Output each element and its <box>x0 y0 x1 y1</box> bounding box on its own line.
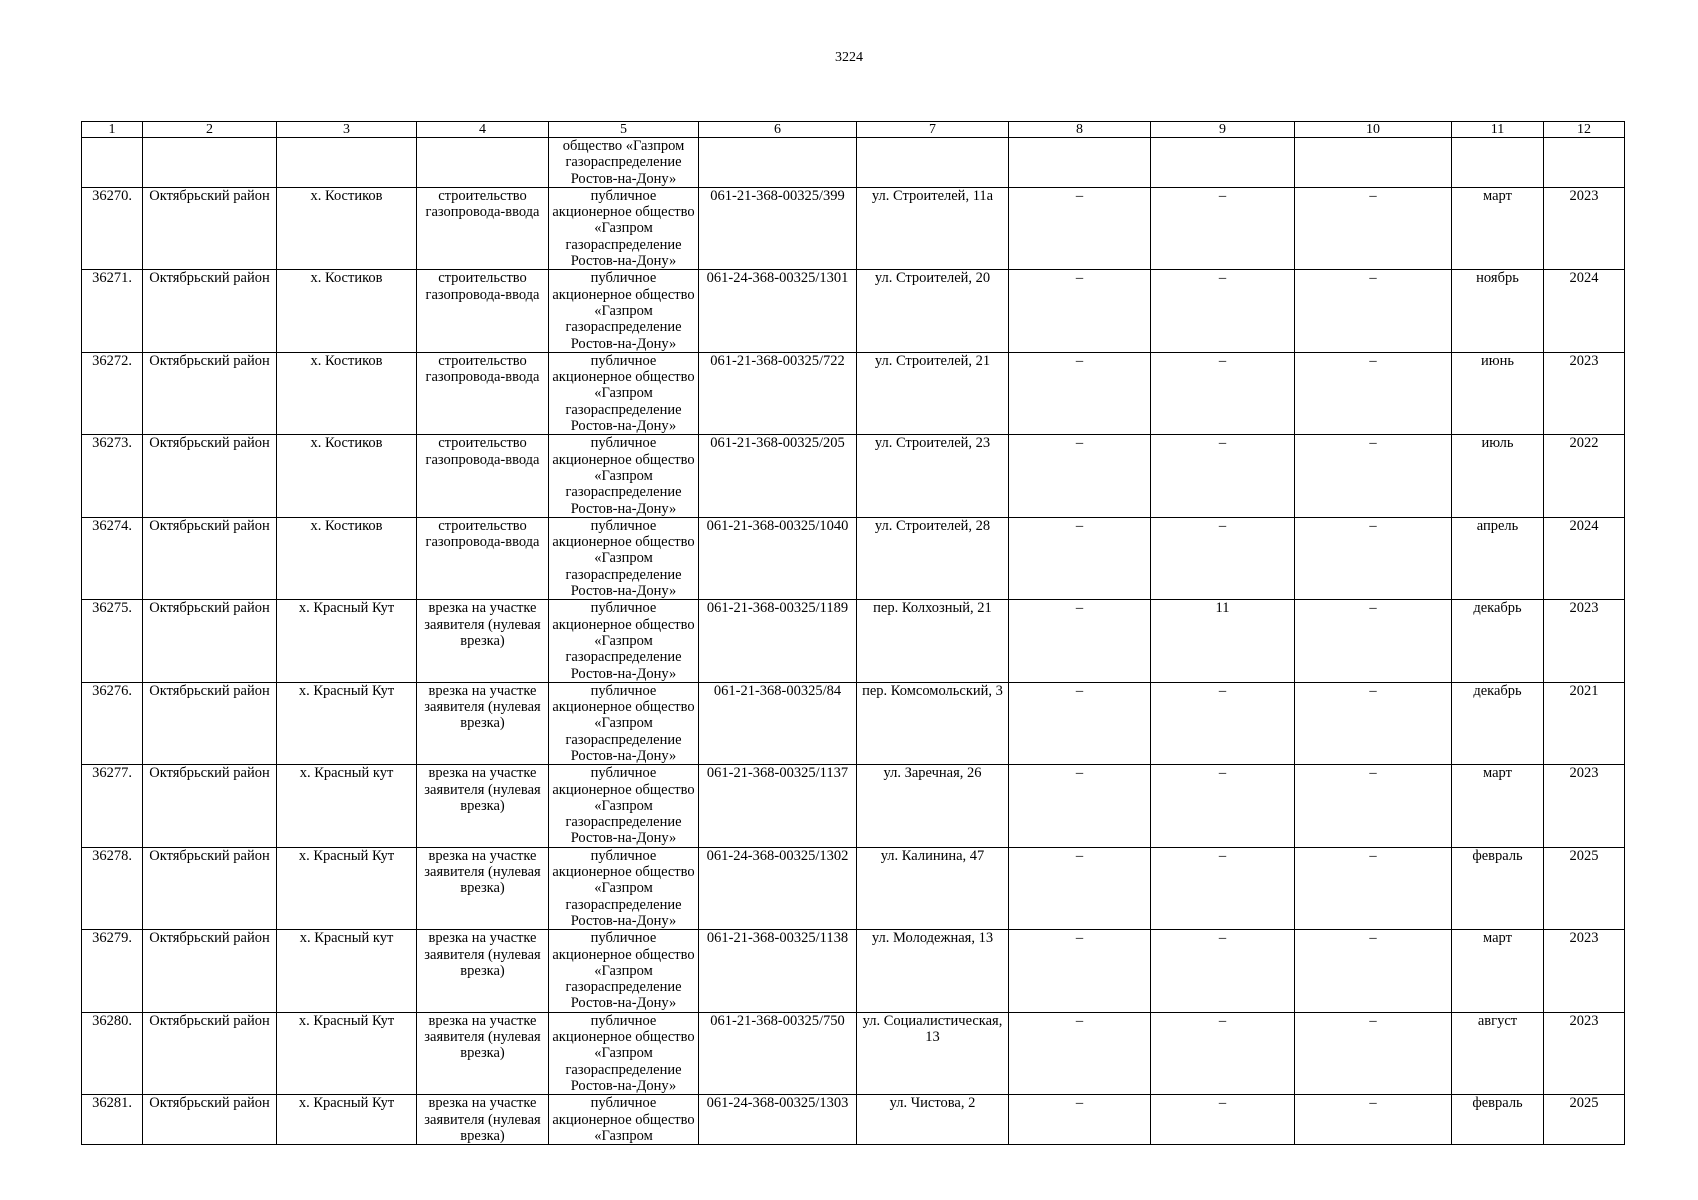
code-cell: 061-21-368-00325/1189 <box>699 600 857 682</box>
settlement-cell: х. Костиков <box>277 352 417 434</box>
column-9-cell: – <box>1151 435 1295 517</box>
year-cell: 2023 <box>1544 352 1625 434</box>
district-cell: Октябрьский район <box>143 1095 277 1145</box>
row-number: 36280. <box>82 1012 143 1094</box>
table-cell <box>82 138 143 188</box>
organization-cell: публичное акционерное общество «Газпром газораспределение Ростов-на-Дону» <box>549 270 699 352</box>
address-cell: ул. Чистова, 2 <box>857 1095 1009 1145</box>
organization-cell: публичное акционерное общество «Газпром газораспределение Ростов-на-Дону» <box>549 435 699 517</box>
month-cell: февраль <box>1452 1095 1544 1145</box>
column-10-cell: – <box>1295 682 1452 764</box>
column-number-header: 8 <box>1009 122 1151 138</box>
month-cell: декабрь <box>1452 600 1544 682</box>
settlement-cell: х. Красный Кут <box>277 1095 417 1145</box>
district-cell: Октябрьский район <box>143 682 277 764</box>
month-cell: февраль <box>1452 847 1544 929</box>
address-cell: ул. Заречная, 26 <box>857 765 1009 847</box>
column-10-cell: – <box>1295 435 1452 517</box>
continuation-row <box>82 138 1625 188</box>
code-cell: 061-21-368-00325/1138 <box>699 930 857 1012</box>
column-10-cell: – <box>1295 847 1452 929</box>
column-number-header: 5 <box>549 122 699 138</box>
work-type-cell: врезка на участке заявителя (нулевая врезка) <box>417 847 549 929</box>
column-number-header: 7 <box>857 122 1009 138</box>
table-cell <box>1452 138 1544 188</box>
table-cell <box>857 138 1009 188</box>
table-cell <box>1544 138 1625 188</box>
year-cell: 2023 <box>1544 1012 1625 1094</box>
settlement-cell: х. Костиков <box>277 270 417 352</box>
year-cell: 2023 <box>1544 600 1625 682</box>
table-cell <box>699 138 857 188</box>
table-row <box>82 1095 1625 1145</box>
code-cell: 061-21-368-00325/750 <box>699 1012 857 1094</box>
code-cell: 061-21-368-00325/1137 <box>699 765 857 847</box>
column-10-cell: – <box>1295 765 1452 847</box>
column-10-cell: – <box>1295 930 1452 1012</box>
column-8-cell: – <box>1009 517 1151 599</box>
year-cell: 2024 <box>1544 517 1625 599</box>
address-cell: ул. Строителей, 21 <box>857 352 1009 434</box>
table-row <box>82 270 1625 352</box>
district-cell: Октябрьский район <box>143 187 277 269</box>
column-8-cell: – <box>1009 847 1151 929</box>
district-cell: Октябрьский район <box>143 517 277 599</box>
code-cell: 061-21-368-00325/205 <box>699 435 857 517</box>
column-9-cell: – <box>1151 765 1295 847</box>
month-cell: март <box>1452 187 1544 269</box>
address-cell: ул. Молодежная, 13 <box>857 930 1009 1012</box>
column-8-cell: – <box>1009 682 1151 764</box>
organization-cell: публичное акционерное общество «Газпром газораспределение Ростов-на-Дону» <box>549 187 699 269</box>
address-cell: ул. Строителей, 23 <box>857 435 1009 517</box>
district-cell: Октябрьский район <box>143 1012 277 1094</box>
column-9-cell: – <box>1151 682 1295 764</box>
row-number: 36274. <box>82 517 143 599</box>
table-row <box>82 435 1625 517</box>
work-type-cell: врезка на участке заявителя (нулевая врезка) <box>417 1095 549 1145</box>
code-cell: 061-24-368-00325/1303 <box>699 1095 857 1145</box>
month-cell: ноябрь <box>1452 270 1544 352</box>
column-number-header: 4 <box>417 122 549 138</box>
row-number: 36273. <box>82 435 143 517</box>
work-type-cell: строительство газопровода-ввода <box>417 435 549 517</box>
year-cell: 2023 <box>1544 930 1625 1012</box>
code-cell: 061-24-368-00325/1302 <box>699 847 857 929</box>
address-cell: ул. Калинина, 47 <box>857 847 1009 929</box>
table-row <box>82 187 1625 269</box>
table-cell <box>1295 138 1452 188</box>
month-cell: июнь <box>1452 352 1544 434</box>
table-cell <box>277 138 417 188</box>
column-number-header: 12 <box>1544 122 1625 138</box>
address-cell: ул. Строителей, 11а <box>857 187 1009 269</box>
year-cell: 2021 <box>1544 682 1625 764</box>
month-cell: март <box>1452 765 1544 847</box>
organization-cell: публичное акционерное общество «Газпром газораспределение Ростов-на-Дону» <box>549 352 699 434</box>
column-number-header: 3 <box>277 122 417 138</box>
month-cell: март <box>1452 930 1544 1012</box>
column-number-header: 1 <box>82 122 143 138</box>
column-8-cell: – <box>1009 1095 1151 1145</box>
row-number: 36279. <box>82 930 143 1012</box>
settlement-cell: х. Красный кут <box>277 765 417 847</box>
work-type-cell: строительство газопровода-ввода <box>417 187 549 269</box>
year-cell: 2024 <box>1544 270 1625 352</box>
column-8-cell: – <box>1009 352 1151 434</box>
table-row <box>82 352 1625 434</box>
district-cell: Октябрьский район <box>143 847 277 929</box>
table-row <box>82 517 1625 599</box>
row-number: 36275. <box>82 600 143 682</box>
address-cell: ул. Социалистическая, 13 <box>857 1012 1009 1094</box>
column-9-cell: – <box>1151 847 1295 929</box>
organization-cell: публичное акционерное общество «Газпром газораспределение Ростов-на-Дону» <box>549 847 699 929</box>
column-number-header: 10 <box>1295 122 1452 138</box>
column-9-cell: – <box>1151 352 1295 434</box>
year-cell: 2022 <box>1544 435 1625 517</box>
year-cell: 2025 <box>1544 847 1625 929</box>
organization-cell: публичное акционерное общество «Газпром газораспределение Ростов-на-Дону» <box>549 1012 699 1094</box>
column-9-cell: – <box>1151 187 1295 269</box>
table-row <box>82 930 1625 1012</box>
work-type-cell: строительство газопровода-ввода <box>417 270 549 352</box>
column-8-cell: – <box>1009 1012 1151 1094</box>
page-number: 3224 <box>835 50 863 65</box>
row-number: 36276. <box>82 682 143 764</box>
row-number: 36272. <box>82 352 143 434</box>
column-number-header: 9 <box>1151 122 1295 138</box>
organization-cell: публичное акционерное общество «Газпром <box>549 1095 699 1145</box>
table-cell <box>417 138 549 188</box>
code-cell: 061-21-368-00325/722 <box>699 352 857 434</box>
settlement-cell: х. Красный Кут <box>277 682 417 764</box>
settlement-cell: х. Костиков <box>277 517 417 599</box>
district-cell: Октябрьский район <box>143 600 277 682</box>
work-type-cell: врезка на участке заявителя (нулевая врезка) <box>417 682 549 764</box>
organization-cell: публичное акционерное общество «Газпром газораспределение Ростов-на-Дону» <box>549 930 699 1012</box>
register-table <box>81 121 1625 1145</box>
settlement-cell: х. Костиков <box>277 435 417 517</box>
column-10-cell: – <box>1295 517 1452 599</box>
table-row <box>82 600 1625 682</box>
district-cell: Октябрьский район <box>143 352 277 434</box>
code-cell: 061-21-368-00325/84 <box>699 682 857 764</box>
address-cell: ул. Строителей, 20 <box>857 270 1009 352</box>
column-10-cell: – <box>1295 1012 1452 1094</box>
column-9-cell: – <box>1151 1095 1295 1145</box>
column-10-cell: – <box>1295 187 1452 269</box>
column-8-cell: – <box>1009 765 1151 847</box>
month-cell: декабрь <box>1452 682 1544 764</box>
address-cell: ул. Строителей, 28 <box>857 517 1009 599</box>
column-8-cell: – <box>1009 435 1151 517</box>
month-cell: июль <box>1452 435 1544 517</box>
organization-cell: публичное акционерное общество «Газпром газораспределение Ростов-на-Дону» <box>549 682 699 764</box>
column-8-cell: – <box>1009 600 1151 682</box>
district-cell: Октябрьский район <box>143 270 277 352</box>
district-cell: Октябрьский район <box>143 435 277 517</box>
table-row <box>82 682 1625 764</box>
table-cell <box>143 138 277 188</box>
code-cell: 061-21-368-00325/399 <box>699 187 857 269</box>
column-9-cell: – <box>1151 270 1295 352</box>
month-cell: август <box>1452 1012 1544 1094</box>
work-type-cell: врезка на участке заявителя (нулевая врезка) <box>417 930 549 1012</box>
settlement-cell: х. Красный Кут <box>277 1012 417 1094</box>
year-cell: 2023 <box>1544 187 1625 269</box>
settlement-cell: х. Костиков <box>277 187 417 269</box>
row-number: 36271. <box>82 270 143 352</box>
row-number: 36281. <box>82 1095 143 1145</box>
column-9-cell: – <box>1151 1012 1295 1094</box>
column-8-cell: – <box>1009 187 1151 269</box>
row-number: 36278. <box>82 847 143 929</box>
table-cell <box>1009 138 1151 188</box>
column-10-cell: – <box>1295 1095 1452 1145</box>
work-type-cell: врезка на участке заявителя (нулевая врезка) <box>417 600 549 682</box>
column-9-cell: – <box>1151 930 1295 1012</box>
district-cell: Октябрьский район <box>143 930 277 1012</box>
table-row <box>82 847 1625 929</box>
column-10-cell: – <box>1295 352 1452 434</box>
table-cell-org: общество «Газпром газораспределение Ростов-на-Дону» <box>549 138 699 188</box>
work-type-cell: врезка на участке заявителя (нулевая врезка) <box>417 1012 549 1094</box>
organization-cell: публичное акционерное общество «Газпром газораспределение Ростов-на-Дону» <box>549 600 699 682</box>
table-row <box>82 765 1625 847</box>
settlement-cell: х. Красный Кут <box>277 600 417 682</box>
table-cell <box>1151 138 1295 188</box>
work-type-cell: строительство газопровода-ввода <box>417 352 549 434</box>
year-cell: 2023 <box>1544 765 1625 847</box>
work-type-cell: врезка на участке заявителя (нулевая врезка) <box>417 765 549 847</box>
column-10-cell: – <box>1295 270 1452 352</box>
row-number: 36270. <box>82 187 143 269</box>
address-cell: пер. Комсомольский, 3 <box>857 682 1009 764</box>
organization-cell: публичное акционерное общество «Газпром газораспределение Ростов-на-Дону» <box>549 517 699 599</box>
column-8-cell: – <box>1009 930 1151 1012</box>
work-type-cell: строительство газопровода-ввода <box>417 517 549 599</box>
settlement-cell: х. Красный Кут <box>277 847 417 929</box>
column-9-cell: 11 <box>1151 600 1295 682</box>
settlement-cell: х. Красный кут <box>277 930 417 1012</box>
column-10-cell: – <box>1295 600 1452 682</box>
column-number-header: 6 <box>699 122 857 138</box>
year-cell: 2025 <box>1544 1095 1625 1145</box>
address-cell: пер. Колхозный, 21 <box>857 600 1009 682</box>
column-number-row <box>82 122 1625 138</box>
column-number-header: 11 <box>1452 122 1544 138</box>
column-9-cell: – <box>1151 517 1295 599</box>
month-cell: апрель <box>1452 517 1544 599</box>
table-row <box>82 1012 1625 1094</box>
code-cell: 061-24-368-00325/1301 <box>699 270 857 352</box>
district-cell: Октябрьский район <box>143 765 277 847</box>
organization-cell: публичное акционерное общество «Газпром газораспределение Ростов-на-Дону» <box>549 765 699 847</box>
column-number-header: 2 <box>143 122 277 138</box>
row-number: 36277. <box>82 765 143 847</box>
code-cell: 061-21-368-00325/1040 <box>699 517 857 599</box>
column-8-cell: – <box>1009 270 1151 352</box>
